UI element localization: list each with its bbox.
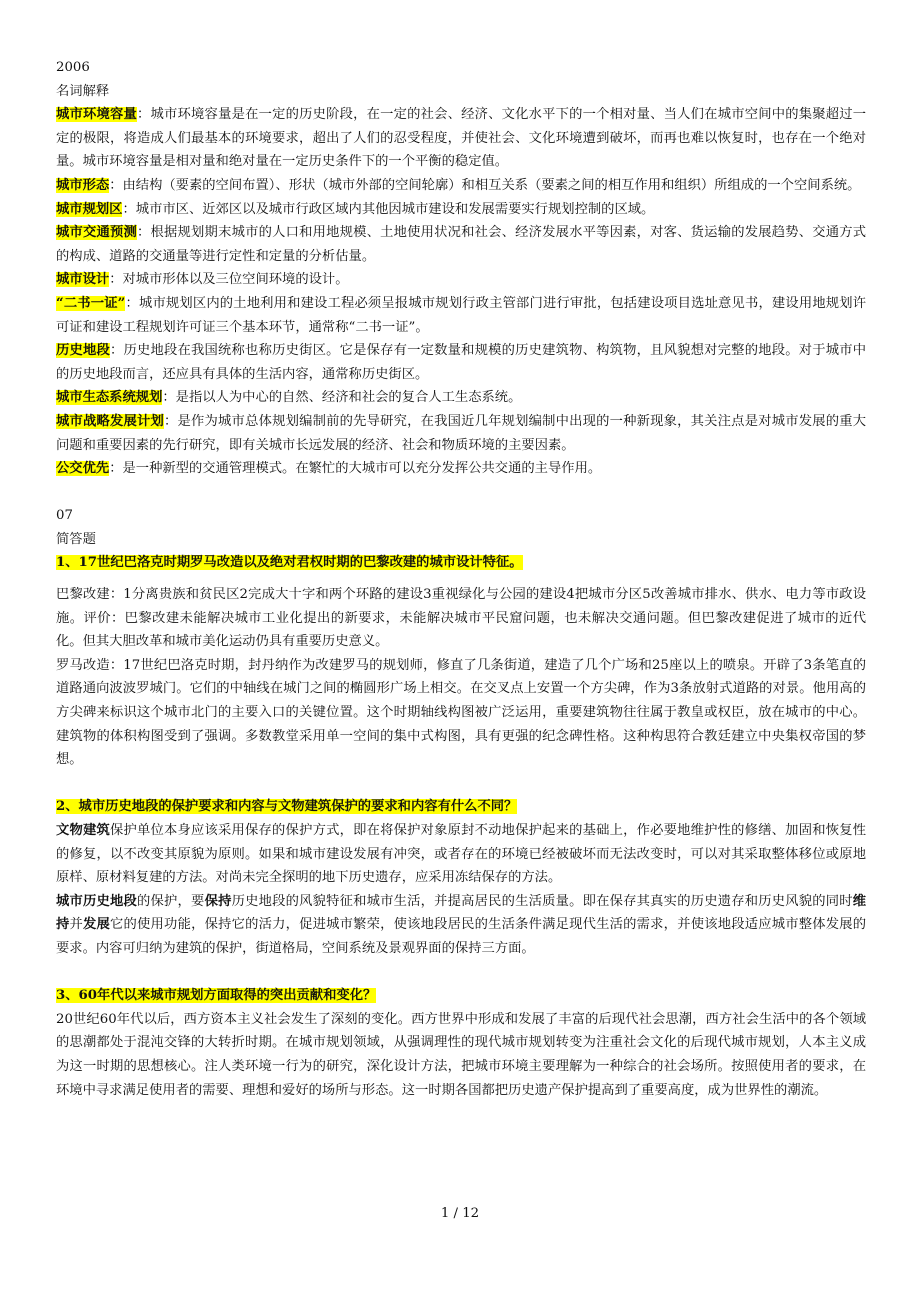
- document-page: [56, 56, 866, 1102]
- term-label: 公交优先: [56, 461, 110, 477]
- spacer: [56, 575, 866, 583]
- section-heading-short-answer: 简答题: [56, 531, 96, 547]
- question-3-title: 3、60年代以来城市规划方面取得的突出贡献和变化？: [56, 988, 377, 1004]
- term-entry: [56, 103, 866, 174]
- question-2-title: 2、城市历史地段的保护要求和内容与文物建筑保护的要求和内容有什么不同？: [56, 799, 518, 815]
- term-label: 城市规划区: [56, 201, 123, 217]
- answer-keyword: 维持: [56, 893, 867, 933]
- spacer: [56, 481, 866, 505]
- term-entry: [56, 386, 866, 410]
- term-entry: [56, 221, 866, 268]
- term-entry: [56, 174, 866, 198]
- answer-text: 并: [69, 917, 84, 933]
- answer-keyword: 发展: [83, 917, 111, 933]
- term-list: [56, 103, 866, 481]
- term-label: 城市交通预测: [56, 225, 138, 241]
- year-label: 07: [56, 508, 73, 524]
- term-sep: ：: [109, 177, 123, 193]
- term-sep: ：: [109, 461, 123, 477]
- term-sep: ：: [162, 390, 176, 406]
- question-title: [56, 795, 866, 819]
- term-definition: 是指以人为中心的自然、经济和社会的复合人工生态系统。: [175, 390, 522, 406]
- term-label: “二书一证”: [56, 295, 126, 311]
- term-definition: 对城市形体以及三位空间环境的设计。: [122, 272, 349, 288]
- answer-keyword: 文物建筑: [56, 823, 111, 838]
- term-label: 城市环境容量: [56, 107, 138, 123]
- section-heading-definitions: 名词解释: [56, 83, 110, 99]
- term-sep: ：: [125, 295, 139, 311]
- question-title: [56, 984, 866, 1008]
- question-title: [56, 551, 866, 575]
- term-definition: 根据规划期末城市的人口和用地规模、土地使用状况和社会、经济发展水平等因素，对客、货运输的发展趋势、交通方式的构成、道路的交通量等进行定性和定量的分析估量。: [56, 225, 867, 264]
- term-sep: ：: [137, 225, 151, 241]
- term-sep: ：: [109, 272, 123, 288]
- page-number: 1 / 12: [440, 1206, 480, 1221]
- term-entry: [56, 410, 866, 457]
- answer-paragraph: 罗马改造：17世纪巴洛克时期，封丹纳作为改建罗马的规划师，修直了几条街道，建造了几个广场和25座以上的喷泉。开辟了3条笔直的道路通向波波罗城门。它们的中轴线在城门之间的椭圆形广场上相交。在交叉点上安置一个方尖碑，作为3条放射式道路的对景。他用高的方尖碑来标识这个城市北门的主要入口的关键位置。这个时期轴线构图被广泛运用，重要建筑物往往属于教皇或权臣，放在城市的中心。建筑物的体积构图受到了强调。多数教堂采用单一空间的集中式构图，具有更强的纪念碑性格。这种构思符合教廷建立中央集权帝国的梦想。: [56, 657, 866, 768]
- term-definition: 由结构（要素的空间布置）、形状（城市外部的空间轮廓）和相互关系（要素之间的相互作用和组织）所组成的一个空间系统。: [122, 177, 861, 193]
- answer-paragraph: 巴黎改建：1分离贵族和贫民区2完成大十字和两个环路的建设3重视绿化与公园的建设4把城市分区5改善城市排水、供水、电力等市政设施。评价：巴黎改建未能解决城市工业化提出的新要求，未能解决城市平民窟问题，也未解决交通问题。但巴黎改建促进了城市的近代化。但其大胆改革和城市美化运动仍具有重要历史意义。: [56, 587, 866, 650]
- answer-text: 历史地段的风貌特征和城市生活，并提高居民的生活质量。即在保存其真实的历史遗存和历史风貌的同时: [231, 893, 853, 909]
- term-label: 城市战略发展计划: [56, 413, 165, 429]
- term-entry: [56, 457, 866, 481]
- term-sep: ：: [164, 413, 178, 429]
- answer-keyword: 城市历史地段: [56, 893, 138, 909]
- term-label: 城市生态系统规划: [56, 390, 163, 406]
- term-definition: 是一种新型的交通管理模式。在繁忙的大城市可以充分发挥公共交通的主导作用。: [122, 461, 602, 477]
- term-definition: 城市规划区内的土地利用和建设工程必须呈报城市规划行政主管部门进行审批，包括建设项目选址意见书，建设用地规划许可证和建设工程规划许可证三个基本环节，通常称“二书一证”。: [56, 295, 867, 335]
- term-sep: ：: [137, 107, 151, 123]
- term-entry: [56, 339, 866, 386]
- term-label: 城市形态: [56, 177, 110, 193]
- spacer: [56, 772, 866, 796]
- question-1-title: 1、17世纪巴洛克时期罗马改造以及绝对君权时期的巴黎改建的城市设计特征。: [56, 555, 523, 571]
- term-definition: 城市环境容量是在一定的历史阶段，在一定的社会、经济、文化水平下的一个相对量、当人们在城市空间中的集聚超过一定的极限，将造成人们最基本的环境要求，超出了人们的忍受程度，并使社会、文化环境遭到破坏，而再也难以恢复时，也存在一个绝对量。城市环境容量是相对量和绝对量在一定历史条件下的一个平衡的稳定值。: [56, 107, 867, 170]
- spacer: [56, 961, 866, 985]
- term-definition: 历史地段在我国统称也称历史街区。它是保存有一定数量和规模的历史建筑物、构筑物，且风貌想对完整的地段。对于城市中的历史地段而言，还应具有具体的生活内容，通常称历史街区。: [56, 343, 867, 382]
- term-entry: [56, 268, 866, 292]
- answer-text: 的保护，要: [137, 893, 205, 909]
- term-definition: 城市市区、近郊区以及城市行政区域内其他因城市建设和发展需要实行规划控制的区域。: [135, 201, 655, 217]
- answer-text: 保护单位本身应该采用保存的保护方式，即在将保护对象原封不动地保护起来的基础上，作必要地维护性的修缮、加固和恢复性的修复，以不改变其原貌为原则。如果和城市建设发展有冲突，或者存在的环境已经被破坏而无法改变时，可以对其采取整体移位或原地原样、原材料复建的方法。对尚未完全探明的地下历史遗存，应采用冻结保存的方法。: [56, 823, 867, 886]
- term-label: 历史地段: [56, 343, 111, 359]
- term-entry: [56, 198, 866, 222]
- term-entry: [56, 292, 866, 339]
- term-sep: ：: [110, 343, 124, 359]
- answer-text: 它的使用功能，保持它的活力，促进城市繁荣，使该地段居民的生活条件满足现代生活的需求，并使该地段适应城市整体发展的要求。内容可归纳为建筑的保护，街道格局，空间系统及景观界面的保持三方面。: [56, 917, 867, 956]
- term-label: 城市设计: [56, 272, 110, 288]
- answer-paragraph: [56, 819, 866, 890]
- answer-keyword: 保持: [204, 893, 232, 909]
- term-sep: ：: [122, 201, 136, 217]
- answer-paragraph: [56, 890, 866, 961]
- year-label: 2006: [56, 60, 90, 75]
- term-definition: 是作为城市总体规划编制前的先导研究，在我国近几年规划编制中出现的一种新现象，其关注点是对城市发展的重大问题和重要因素的先行研究，即有关城市长远发展的经济、社会和物质环境的主要因素。: [56, 413, 867, 453]
- answer-paragraph: 20世纪60年代以后，西方资本主义社会发生了深刻的变化。西方世界中形成和发展了丰富的后现代社会思潮，西方社会生活中的各个领域的思潮都处于混沌交锋的大转折时期。在城市规划领域，从强调理性的现代城市规划转变为注重社会文化的后现代城市规划，人本主义成为这一时期的思想核心。注人类环境一行为的研究，深化设计方法，把城市环境主要理解为一种综合的社会场所。按照使用者的要求，在环境中寻求满足使用者的需要、理想和爱好的场所与形态。这一时期各国都把历史遗产保护提高到了重要高度，成为世界性的潮流。: [56, 1011, 866, 1098]
